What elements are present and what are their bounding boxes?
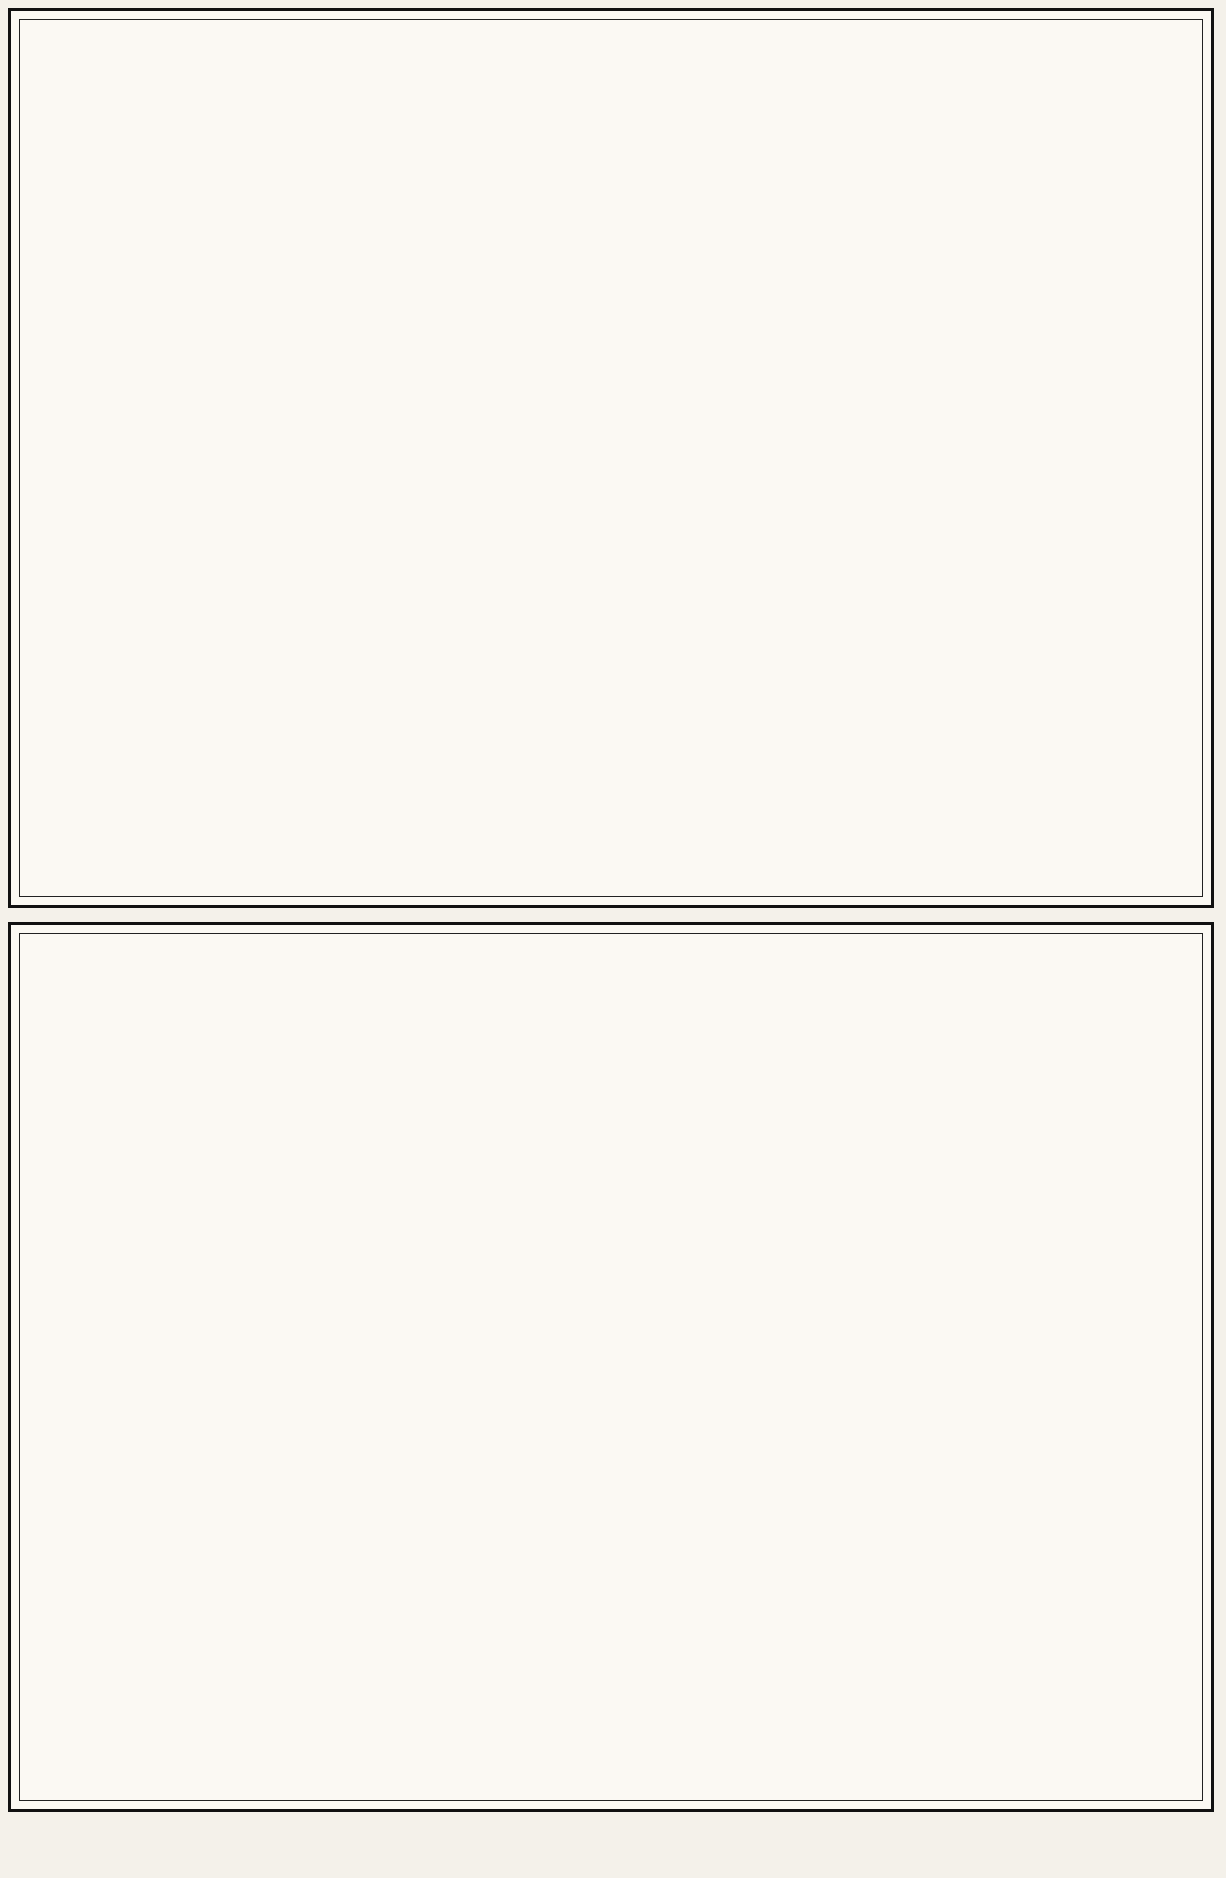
lower-page-columns xyxy=(19,933,1203,1801)
upper-page xyxy=(8,8,1214,908)
lower-page xyxy=(8,922,1214,1812)
upper-page-columns xyxy=(19,19,1203,897)
